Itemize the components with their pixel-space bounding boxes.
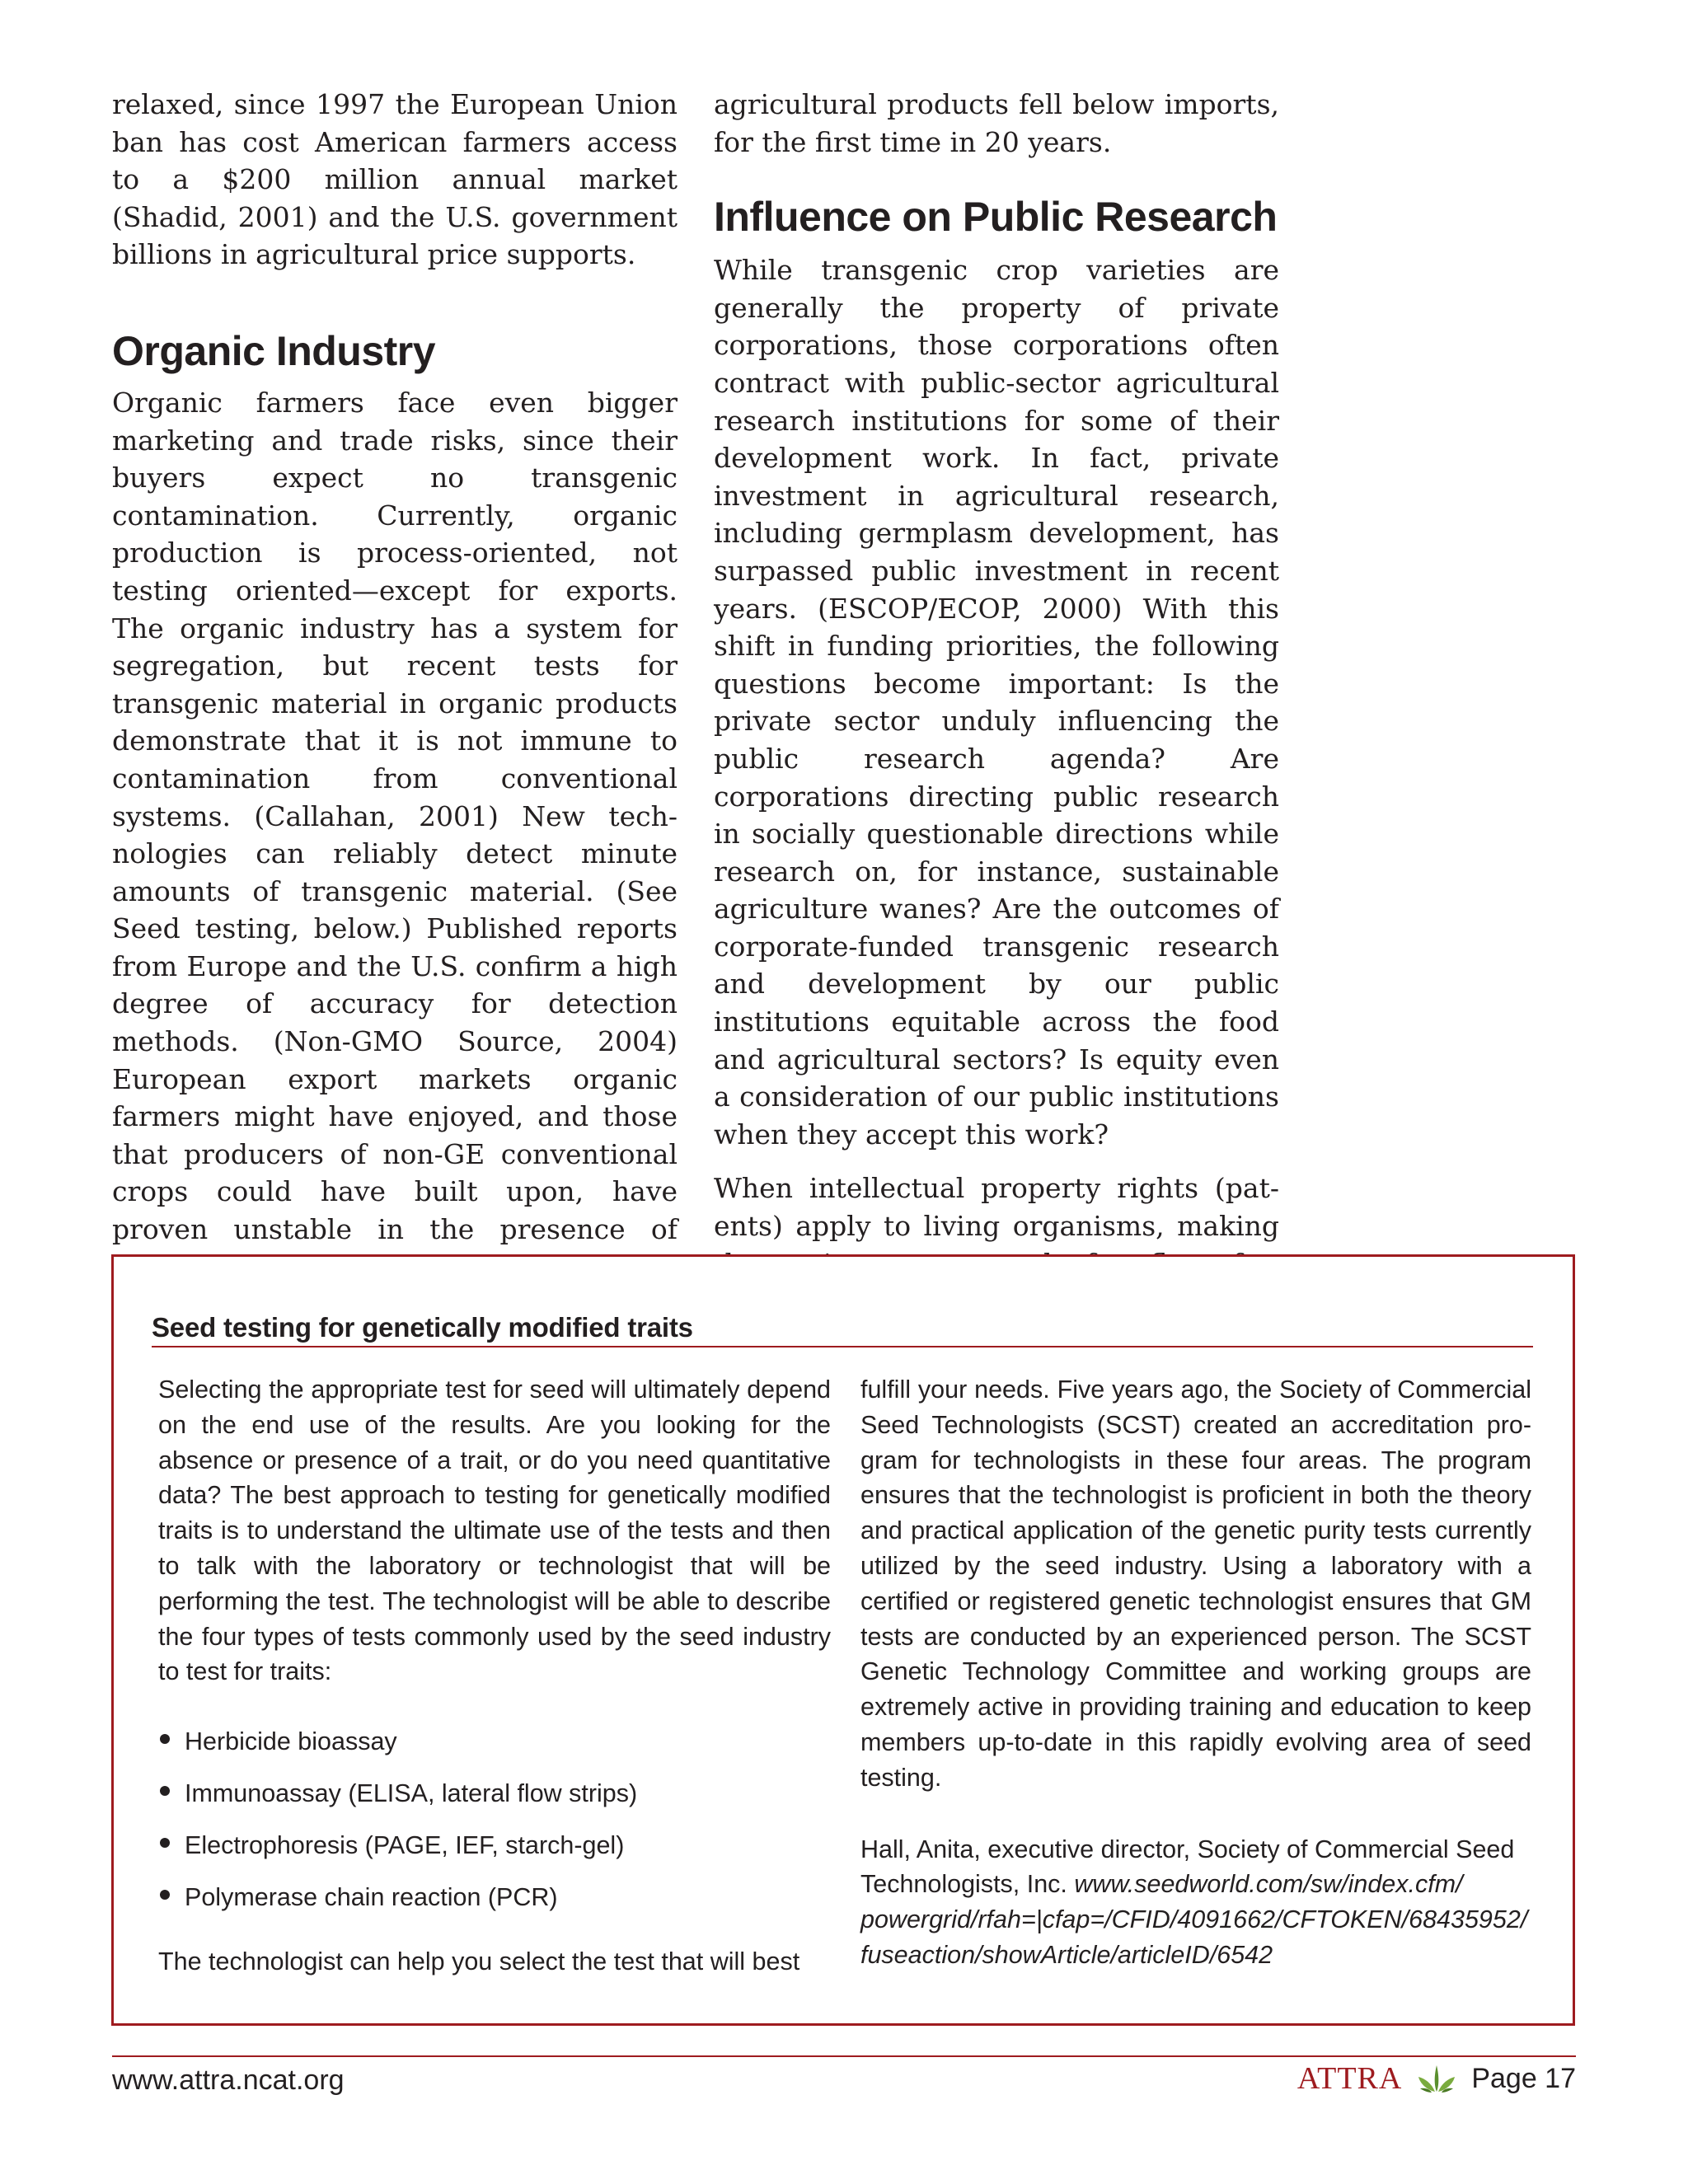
test-types-list <box>158 1724 831 1915</box>
attra-logo-text: ATTRA <box>1296 2061 1403 2096</box>
sidebar-intro: Selecting the appropriate test for seed will ultimately depend on the end use of the results. Are you looking for the absence or presence of a trait, or do you need quantitative data? The best approach to testing for genetically modified traits is to understand the ultimate use of the tests and then to talk with the laboratory or technologist that will be performing the test. The technologist will be able to describe the four types of tests commonly used by the seed industry to test for traits: <box>158 1376 831 1686</box>
footer-divider <box>112 2055 1576 2057</box>
leaf-icon <box>1415 2062 1458 2095</box>
page-number: Page 17 <box>1471 2063 1576 2094</box>
footer-url[interactable]: www.attra.ncat.org <box>112 2064 345 2096</box>
bullet-icon <box>160 1838 170 1848</box>
list-item: Herbicide bioassay <box>158 1724 831 1759</box>
sidebar-closing: The technologist can help you select the test that will best <box>158 1947 800 1976</box>
sidebar-right-column <box>860 1372 1531 1973</box>
left-paragraph-2: Organic farmers face even bigger marketing and trade risks, since their buyers expect no transgenic contamination. Currently, organic production is process-oriented, not testing oriented—except for exports. The organic industry has a system for segregation, but recent tests for transgenic material in organic products demonstrate that it is not immune to contamination from conventional systems. (Callahan, 2001) New technologies can reliably detect minute amounts of transgenic material. (See Seed testing, below.) Published reports from Europe and the U.S. confirm a high degree of accuracy for detection methods. (Non-GMO Source, 2004) European export markets organic farmers might have enjoyed, and those that producers of non-GE conventional crops could have built upon, have proven unstable in the presence of <box>112 386 678 1246</box>
sidebar-continuation: fulfill your needs. Five years ago, the Society of Commercial Seed Technologists (SCST) created an accreditation program for technologists in these four areas. The program ensures that the technologist is proficient in both the theory and practical application of the genetic purity tests currently utilized by the seed industry. Using a laboratory with a certified or registered genetic technologist ensures that GM tests are conducted by an experienced person. The SCST Genetic Technology Committee and working groups are extremely active in providing training and education to keep members up-to-date in this rapidly evolving area of seed testing. <box>860 1376 1531 1792</box>
citation-text: Hall, Anita, executive director, Society of Commercial Seed Technologists, Inc. <box>860 1835 1515 1899</box>
list-item: Immunoassay (ELISA, lateral flow strips) <box>158 1776 831 1811</box>
list-item: Polymerase chain reaction (PCR) <box>158 1880 831 1915</box>
seed-testing-sidebar <box>111 1254 1575 2026</box>
public-research-heading: Influence on Public Research <box>714 194 1278 241</box>
right-paragraph-2: While transgenic crop varieties are generally the property of private corporations, those corporations often contract with public-sector agricultural research institutions for some of their development work. In fact, private investment in agricultural research, including germplasm development, has surpassed public investment in recent years. (ESCOP/ECOP, 2000) With this shift in funding priorities, the following questions become important: Is the private sector unduly influencing the public research agenda? Are corporations directing public research in socially questionable directions while research on, for instance, sustainable agriculture wanes? Are the outcomes of corporate-funded transgenic research and development by our public institutions equitable across the food and agricultural sectors? Is equity even a consideration of our public institutions when they accept this work? <box>714 254 1279 1151</box>
bullet-icon <box>160 1786 170 1796</box>
bullet-icon <box>160 1734 170 1744</box>
footer-branding <box>1297 2059 1576 2098</box>
citation-url[interactable]: www.seedworld.com/sw/index.cfm/ powergrid/rfah=|cfap=/CFID/4091662/CFTOKEN/68435952/ fuseaction/showArticle/articleID/6542 <box>860 1870 1528 1969</box>
list-item: Electrophoresis (PAGE, IEF, starch-gel) <box>158 1828 831 1863</box>
left-paragraph-1: relaxed, since 1997 the European Union ban has cost American farmers access to a $200 million annual market (Shadid, 2001) and the U.S. government billions in agricultural price supports. <box>112 88 678 271</box>
organic-industry-heading: Organic Industry <box>112 327 436 374</box>
right-column <box>714 86 1279 1282</box>
sidebar-citation <box>860 1832 1531 1973</box>
sidebar-left-column <box>158 1372 831 1980</box>
left-column <box>112 86 678 1324</box>
right-paragraph-3: When intellectual property rights (patents) apply to living organisms, making <box>714 1172 1279 1243</box>
bullet-icon <box>160 1890 170 1900</box>
sidebar-title: Seed testing for genetically modified traits <box>152 1311 1533 1347</box>
right-paragraph-1: agricultural products fell below imports, for the first time in 20 years. <box>714 88 1279 158</box>
